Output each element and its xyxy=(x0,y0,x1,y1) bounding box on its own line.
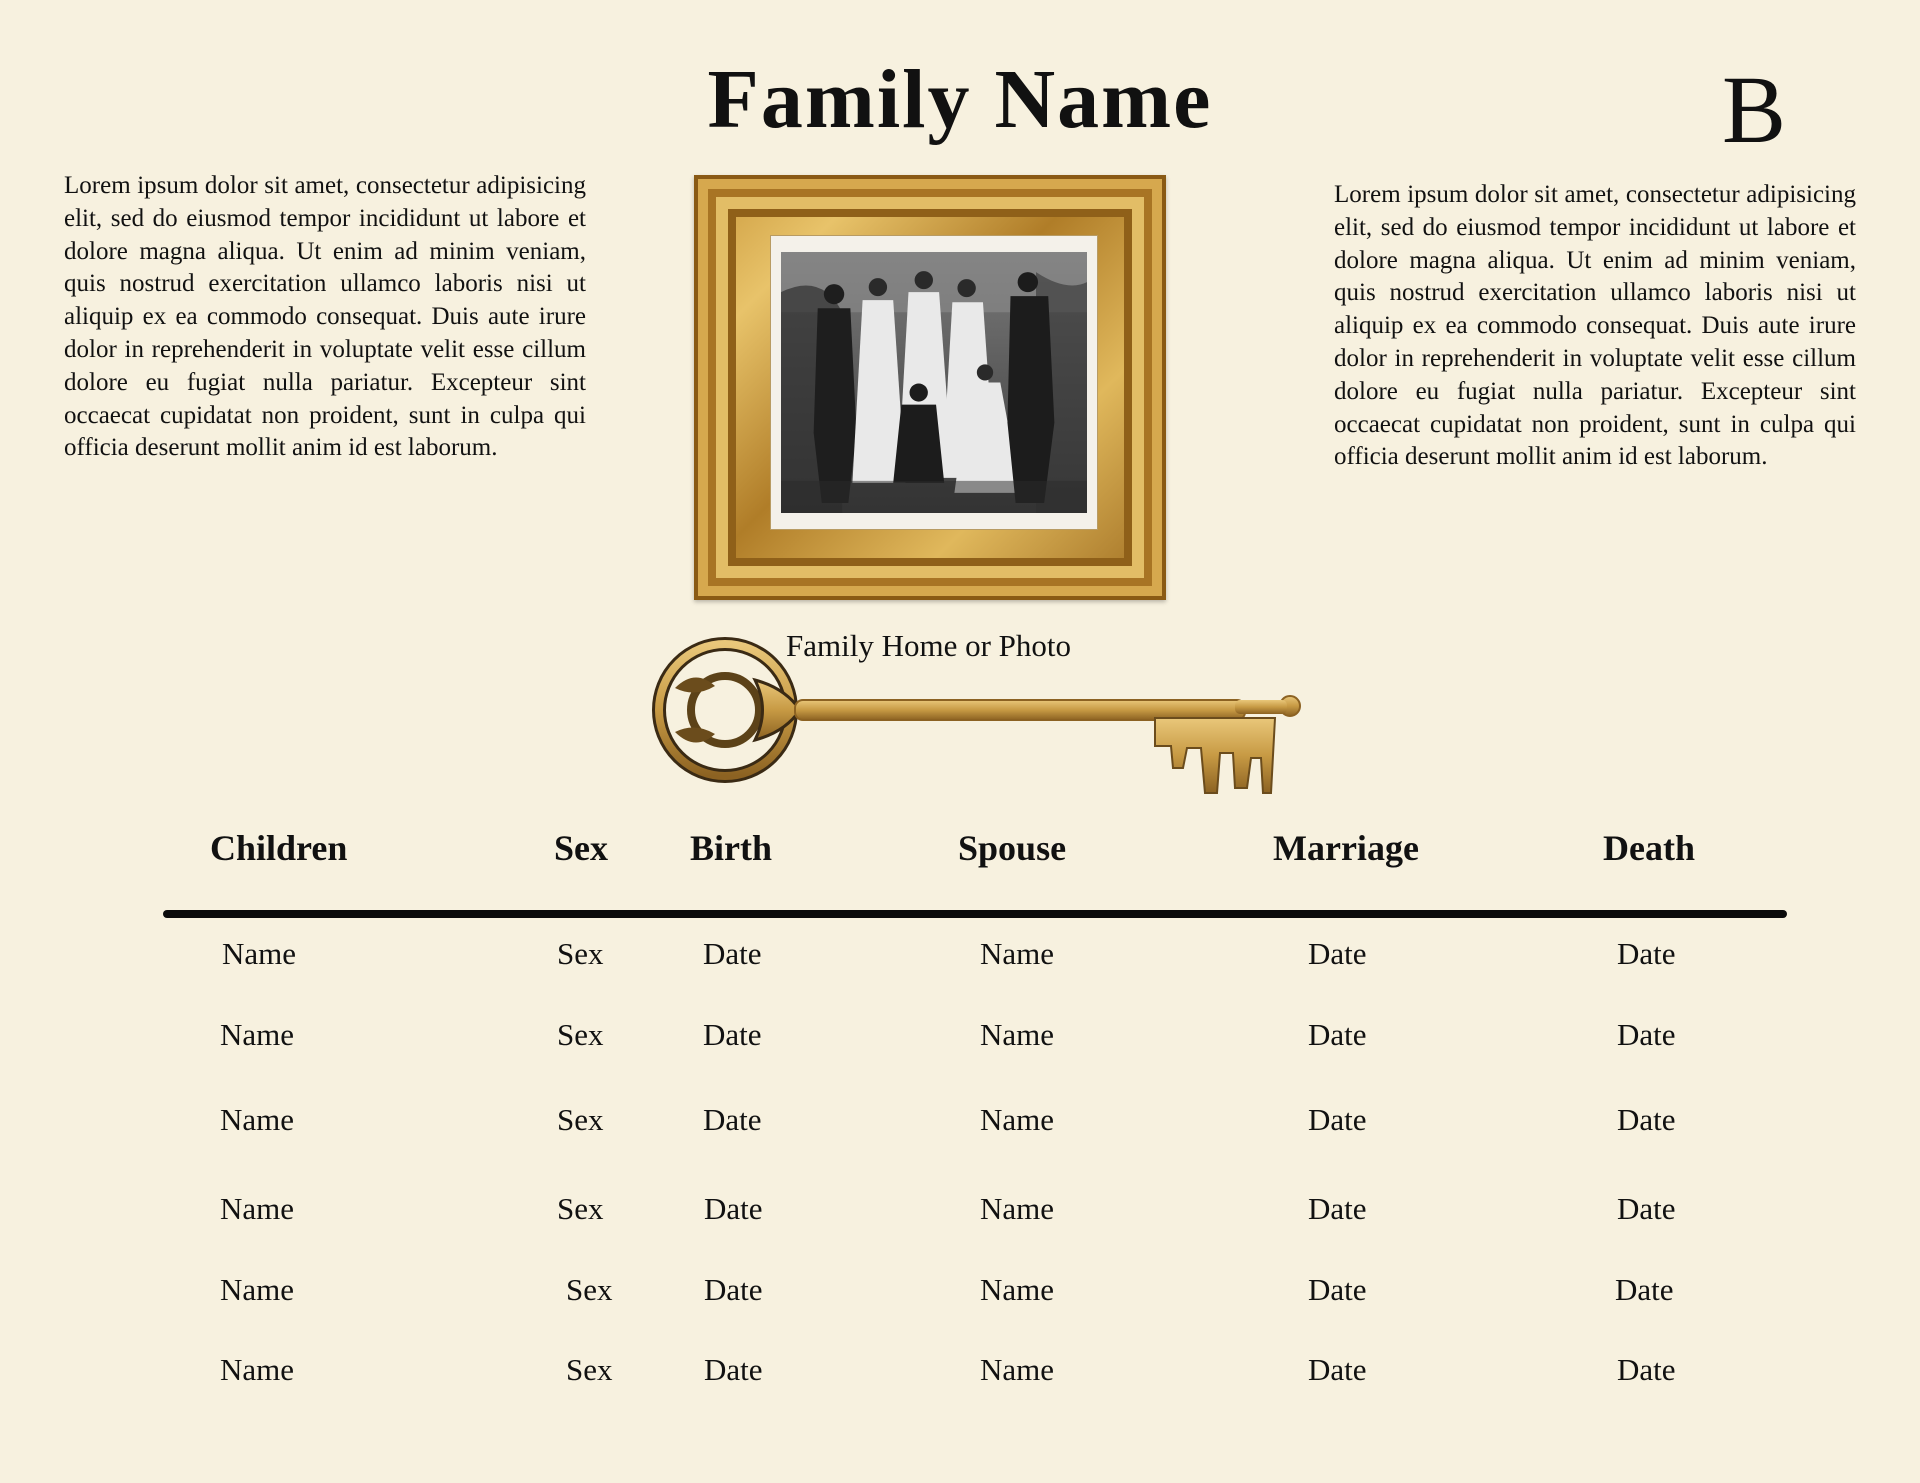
table-divider xyxy=(163,910,1787,918)
header-death: Death xyxy=(1603,828,1695,868)
family-initial: B xyxy=(1722,56,1787,163)
table-row-5-marriage: Date xyxy=(1308,1272,1367,1307)
table-row-2-spouse: Name xyxy=(980,1017,1055,1052)
table-row-1-sex: Sex xyxy=(557,936,604,971)
table-row-5-child: Name xyxy=(220,1272,295,1307)
family-photo xyxy=(781,252,1087,513)
table-row-4-marriage: Date xyxy=(1308,1191,1367,1226)
table-row-3-sex: Sex xyxy=(557,1102,604,1137)
table-row-4-child: Name xyxy=(220,1191,295,1226)
header-sex: Sex xyxy=(554,828,608,868)
table-row-3-birth: Date xyxy=(703,1102,762,1137)
table-row-2-child: Name xyxy=(220,1017,295,1052)
table-row-6-sex: Sex xyxy=(566,1352,613,1387)
table-row-6-spouse: Name xyxy=(980,1352,1055,1387)
right-description: Lorem ipsum dolor sit amet, consectetur adipisicing elit, sed do eiusmod tempor incididunt ut labore et dolore magna aliqua. Ut enim ad minim veniam, quis nostrud exercitation ullamco laboris nisi ut aliquip ex ea commodo consequat. Duis aute irure dolor in reprehenderit in voluptate velit esse cillum dolore eu fugiat nulla pariatur. Excepteur sint occaecat cupidatat non proident, sunt in culpa qui officia deserunt mollit anim id est laborum. xyxy=(1334,181,1856,471)
table-row-3-death: Date xyxy=(1617,1102,1676,1137)
table-row-1-birth: Date xyxy=(703,936,762,971)
table-row-2-birth: Date xyxy=(703,1017,762,1052)
table-row-1-spouse: Name xyxy=(980,936,1055,971)
table-row-4-spouse: Name xyxy=(980,1191,1055,1226)
photo-mat xyxy=(770,235,1098,530)
header-birth: Birth xyxy=(690,828,773,868)
table-row-3-child: Name xyxy=(220,1102,295,1137)
table-row-6-birth: Date xyxy=(704,1352,763,1387)
header-children: Children xyxy=(210,828,348,868)
table-row-3-marriage: Date xyxy=(1308,1102,1367,1137)
photo-caption: Family Home or Photo xyxy=(786,628,1072,663)
family-name-title: Family Name xyxy=(707,53,1213,146)
table-row-1-marriage: Date xyxy=(1308,936,1367,971)
table-row-1-death: Date xyxy=(1617,936,1676,971)
table-row-5-sex: Sex xyxy=(566,1272,613,1307)
table-row-3-spouse: Name xyxy=(980,1102,1055,1137)
table-row-1-child: Name xyxy=(222,936,297,971)
table-row-4-sex: Sex xyxy=(557,1191,604,1226)
table-row-6-death: Date xyxy=(1617,1352,1676,1387)
left-description: Lorem ipsum dolor sit amet, consectetur adipisicing elit, sed do eiusmod tempor incididunt ut labore et dolore magna aliqua. Ut enim ad minim veniam, quis nostrud exercitation ullamco laboris nisi ut aliquip ex ea commodo consequat. Duis aute irure dolor in reprehenderit in voluptate velit esse cillum dolore eu fugiat nulla pariatur. Excepteur sint occaecat cupidatat non proident, sunt in culpa qui officia deserunt mollit anim id est laborum. xyxy=(64,172,586,462)
table-row-5-death: Date xyxy=(1615,1272,1674,1307)
header-marriage: Marriage xyxy=(1273,828,1419,868)
table-row-6-marriage: Date xyxy=(1308,1352,1367,1387)
table-row-4-death: Date xyxy=(1617,1191,1676,1226)
table-row-5-spouse: Name xyxy=(980,1272,1055,1307)
table-row-2-marriage: Date xyxy=(1308,1017,1367,1052)
table-row-5-birth: Date xyxy=(704,1272,763,1307)
header-spouse: Spouse xyxy=(958,828,1067,868)
table-row-6-child: Name xyxy=(220,1352,295,1387)
table-row-2-death: Date xyxy=(1617,1017,1676,1052)
gold-picture-frame xyxy=(694,175,1166,600)
table-row-4-birth: Date xyxy=(704,1191,763,1226)
table-row-2-sex: Sex xyxy=(557,1017,604,1052)
